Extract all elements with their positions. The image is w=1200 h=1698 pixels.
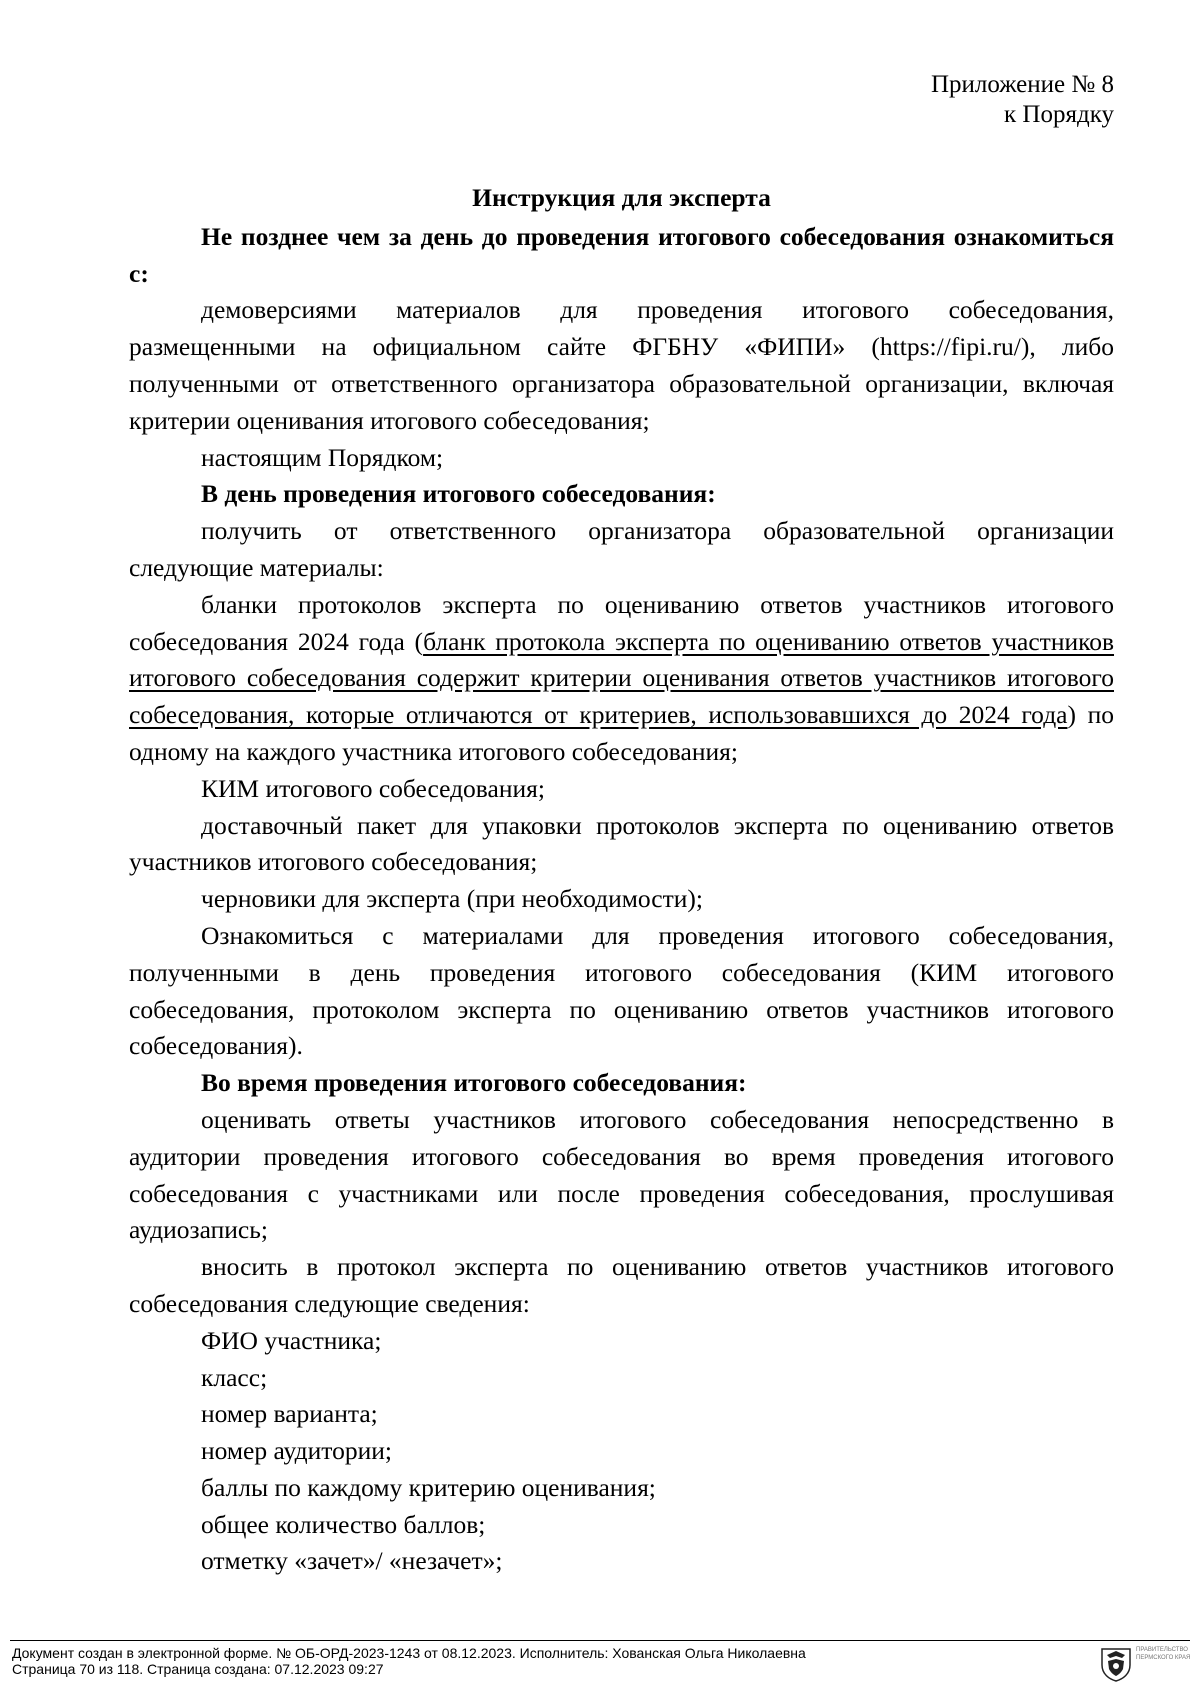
list-item-criteria-scores: баллы по каждому критерию оценивания;	[201, 1472, 656, 1502]
paragraph-receive-materials: получить от ответственного организатора образовательной организации следующие материалы:	[129, 516, 1114, 582]
section-heading-before-day: Не позднее чем за день до проведения итогового собеседования ознакомиться с:	[129, 221, 1114, 288]
list-item-variant-number: номер варианта;	[201, 1399, 378, 1429]
list-item-class: класс;	[201, 1362, 268, 1392]
emblem-caption: ПРАВИТЕЛЬСТВО ПЕРМСКОГО КРАЯ	[1136, 1647, 1191, 1661]
blanks-text-start: бланки протоколов эксперта по оцениванию ответов участников итогового собеседования 2024 года (	[129, 589, 1114, 656]
paragraph-evaluate-answers: оценивать ответы участников итогового собеседования непосредственно в аудитории проведения итогового собеседования во время проведения итогового собеседования с участниками или после проведения собеседования, прослушивая аудиозапись;	[129, 1104, 1114, 1245]
blanks-text-end: ) по одному на каждого участника итогового собеседования;	[129, 700, 1115, 766]
footer-document-info: Документ создан в электронной форме. № ОБ-ОРД-2023-1243 от 08.12.2023. Исполнитель: Хованская Ольга Николаевна	[12, 1645, 806, 1661]
paragraph-this-order: настоящим Порядком;	[201, 442, 444, 472]
footer-divider	[10, 1640, 1190, 1641]
appendix-header	[931, 70, 1114, 130]
footer-page-info: Страница 70 из 118. Страница создана: 07.12.2023 09:27	[12, 1661, 384, 1677]
section-heading-on-day: В день проведения итогового собеседования:	[201, 479, 716, 509]
appendix-line-1: Приложение № 8	[930, 71, 1114, 98]
list-item-total-score: общее количество баллов;	[201, 1509, 486, 1539]
paragraph-delivery-package: доставочный пакет для упаковки протоколов эксперта по оцениванию ответов участников итогового собеседования;	[129, 810, 1114, 877]
coat-of-arms-icon	[1098, 1645, 1134, 1683]
blanks-underlined-note: бланк протокола эксперта по оцениванию ответов участников итогового собеседования содержит критерии оценивания ответов участников итогового собеседования, которые отличаются от критериев, использовавшихся до 2024 года	[129, 626, 1115, 730]
appendix-line-2: к Порядку	[1004, 101, 1114, 128]
document-body	[129, 180, 1114, 1580]
list-item-pass-fail-mark: отметку «зачет»/ «незачет»;	[201, 1546, 503, 1576]
paragraph-enter-info: вносить в протокол эксперта по оцениванию ответов участников итогового собеседования следующие сведения:	[129, 1252, 1114, 1318]
paragraph-protocol-blanks	[129, 587, 1114, 771]
paragraph-kim: КИМ итогового собеседования;	[201, 773, 545, 803]
list-item-room-number: номер аудитории;	[201, 1436, 392, 1466]
section-heading-during: Во время проведения итогового собеседования:	[201, 1068, 747, 1098]
paragraph-demo-materials: демоверсиями материалов для проведения итогового собеседования, размещенными на официальном сайте ФГБНУ «ФИПИ» (https://fipi.ru/), либо полученными от ответственного организатора образовательной организации, включая критерии оценивания итогового собеседования;	[129, 295, 1114, 435]
list-item-participant-name: ФИО участника;	[201, 1325, 382, 1355]
document-footer	[12, 1645, 1062, 1677]
paragraph-review-materials: Ознакомиться с материалами для проведения итогового собеседования, полученными в день проведения итогового собеседования (КИМ итогового собеседования, протоколом эксперта по оцениванию ответов участников итогового собеседования).	[129, 920, 1114, 1061]
document-title: Инструкция для эксперта	[472, 183, 771, 212]
paragraph-drafts: черновики для эксперта (при необходимости);	[201, 884, 703, 914]
